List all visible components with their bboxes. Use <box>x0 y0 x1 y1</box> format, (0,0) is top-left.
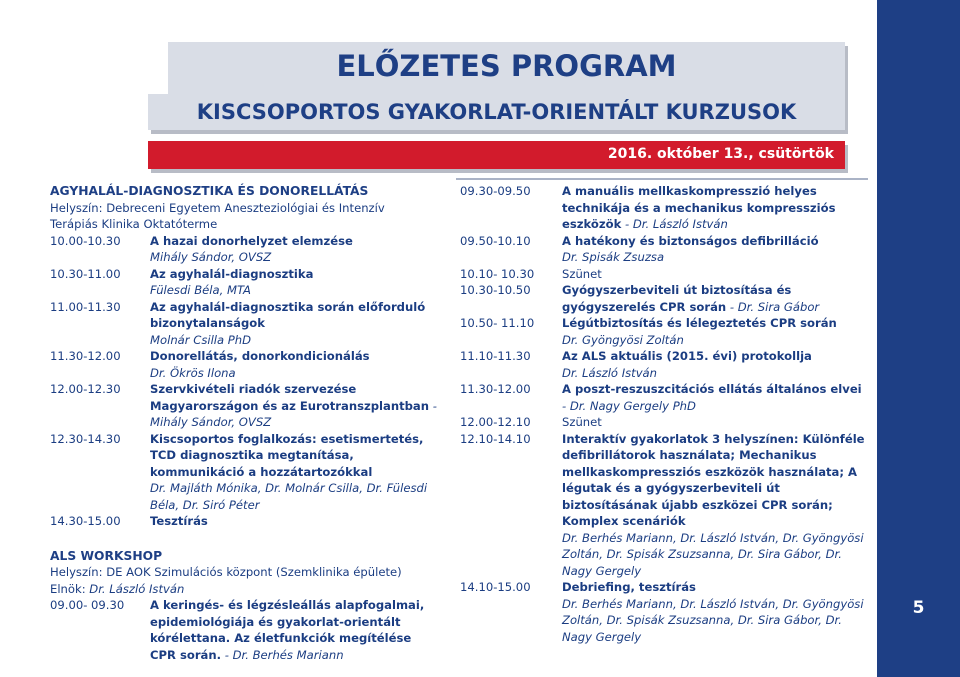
program-item <box>460 282 865 315</box>
item-title: Az agyhalál-diagnosztika során előforduló bizonytalanságok <box>150 299 426 330</box>
item-time: 10.50- 11.10 <box>460 316 535 330</box>
item-presenter: - Dr. Nagy Gergely PhD <box>562 398 696 413</box>
right-column <box>460 183 865 645</box>
left-column <box>50 183 440 663</box>
item-title: Donorellátás, donorkondicionálás <box>150 349 370 363</box>
item-title: Az ALS aktuális (2015. évi) protokollja <box>562 349 812 363</box>
program-item <box>50 233 440 266</box>
page-number: 5 <box>912 598 925 618</box>
program-item <box>50 299 440 349</box>
item-time: 09.00- 09.30 <box>50 598 125 612</box>
item-presenter: Dr. László István <box>562 365 658 380</box>
venue-line: Helyszín: Debreceni Egyetem Aneszteziológiai és Intenzív <box>50 200 385 215</box>
program-item <box>460 348 865 381</box>
item-time: 14.10-15.00 <box>460 580 531 594</box>
venue-line: Helyszín: DE AOK Szimulációs központ (Szemklinika épülete) <box>50 565 402 579</box>
item-presenter: Dr. Spisák Zsuzsa <box>562 250 665 264</box>
item-title: Interaktív gyakorlatok 3 helyszínen: Különféle defibrillátorok használata; Mechanikus mellkaskompressziós eszközök használata; A légutak és a gyógyszerbeviteli út biztosításának újabb eszközei CPR során; Komplex scenáriók <box>562 431 865 528</box>
item-time: 11.00-11.30 <box>50 299 121 314</box>
break-label: Szünet <box>562 415 602 429</box>
item-title: A hazai donorhelyzet elemzése <box>150 233 353 248</box>
side-bar <box>877 0 960 677</box>
item-title: Szervkivételi riadók szervezése Magyarországon és az Eurotranszplantban <box>150 382 429 413</box>
program-item <box>50 431 440 514</box>
page-title: ELŐZETES PROGRAM <box>336 49 677 83</box>
item-time: 10.30-11.00 <box>50 266 121 281</box>
item-presenter: - Mihály Sándor, OVSZ <box>150 398 437 429</box>
program-item <box>50 597 440 663</box>
item-presenter: - Dr. Sira Gábor <box>726 299 820 314</box>
item-presenter: - Dr. Berhés Mariann <box>221 647 344 662</box>
item-time: 11.30-12.00 <box>50 349 121 363</box>
item-time: 09.30-09.50 <box>460 184 531 198</box>
item-presenter: Mihály Sándor, OVSZ <box>150 250 272 264</box>
item-time: 11.30-12.00 <box>460 382 531 396</box>
item-presenter: - Dr. László István <box>621 217 728 231</box>
chair-label: Elnök: <box>50 581 90 596</box>
item-title: Kiscsoportos foglalkozás: esetismertetés, TCD diagnosztika megtanítása, kommunikáció a hozzátartozókkal <box>150 431 424 479</box>
item-presenter: Dr. Berhés Mariann, Dr. László István, Dr. Gyöngyösi Zoltán, Dr. Spisák Zsuzsanna, Dr. Sira Gábor, Dr. Nagy Gergely <box>562 596 864 644</box>
program-item <box>460 381 865 414</box>
program-item <box>50 381 440 431</box>
program-item <box>460 579 865 645</box>
program-item <box>50 513 440 530</box>
item-time: 12.00-12.30 <box>50 382 121 396</box>
item-presenter: Dr. Majláth Mónika, Dr. Molnár Csilla, Dr. Fülesdi Béla, Dr. Siró Péter <box>150 481 428 512</box>
program-item <box>50 348 440 381</box>
chair-line <box>50 581 440 598</box>
item-presenter: Dr. Berhés Mariann, Dr. László István, Dr. Gyöngyösi Zoltán, Dr. Spisák Zsuzsanna, Dr. Sira Gábor, Dr. Nagy Gergely <box>562 530 864 578</box>
venue-line: Terápiás Klinika Oktatóterme <box>50 217 218 231</box>
item-title: A keringés- és légzésleállás alapfogalmai, epidemiológiája és gyakorlat-orientált kórélettana. Az életfunkciók megítélése CPR során. <box>150 598 425 662</box>
item-time: 10.30-10.50 <box>460 283 531 297</box>
item-presenter: Molnár Csilla PhD <box>150 332 252 347</box>
program-item <box>460 183 865 233</box>
program-item <box>460 414 865 431</box>
item-title: Az agyhalál-diagnosztika <box>150 266 314 281</box>
program-item <box>460 431 865 580</box>
section-title: ALS WORKSHOP <box>50 548 163 563</box>
item-title: A hatékony és biztonságos defibrilláció <box>562 233 819 248</box>
program-item <box>460 266 865 283</box>
item-title: Gyógyszerbeviteli út biztosítása és gyógyszerelés CPR során <box>562 283 792 314</box>
section-title: AGYHALÁL-DIAGNOSZTIKA ÉS DONORELLÁTÁS <box>50 184 369 198</box>
item-time: 09.50-10.10 <box>460 233 531 248</box>
item-time: 14.30-15.00 <box>50 514 121 528</box>
program-item <box>460 315 865 348</box>
item-presenter: Dr. Ökrös Ilona <box>150 365 236 380</box>
item-time: 12.30-14.30 <box>50 431 121 446</box>
item-title: Légútbiztosítás és lélegeztetés CPR során <box>562 316 837 330</box>
program-item <box>460 233 865 266</box>
item-time: 12.00-12.10 <box>460 415 531 429</box>
item-title: A manuális mellkaskompresszió helyes technikája és a mechanikus kompressziós eszközök <box>562 184 836 231</box>
item-time: 10.00-10.30 <box>50 233 121 248</box>
item-presenter: Dr. Gyöngyösi Zoltán <box>562 332 684 347</box>
item-presenter: Fülesdi Béla, MTA <box>150 283 251 297</box>
item-title: Tesztírás <box>150 514 208 528</box>
program-item <box>50 266 440 299</box>
item-title: A poszt-reszuszcitációs ellátás általános elvei <box>562 382 862 396</box>
item-time: 11.10-11.30 <box>460 349 531 363</box>
page-subtitle: KISCSOPORTOS GYAKORLAT-ORIENTÁLT KURZUSOK <box>196 100 797 124</box>
break-label: Szünet <box>562 266 602 281</box>
item-time: 10.10- 10.30 <box>460 266 535 281</box>
event-date: 2016. október 13., csütörtök <box>607 146 834 162</box>
item-time: 12.10-14.10 <box>460 431 531 446</box>
item-title: Debriefing, tesztírás <box>562 580 696 594</box>
chair-name: Dr. László István <box>89 581 185 596</box>
